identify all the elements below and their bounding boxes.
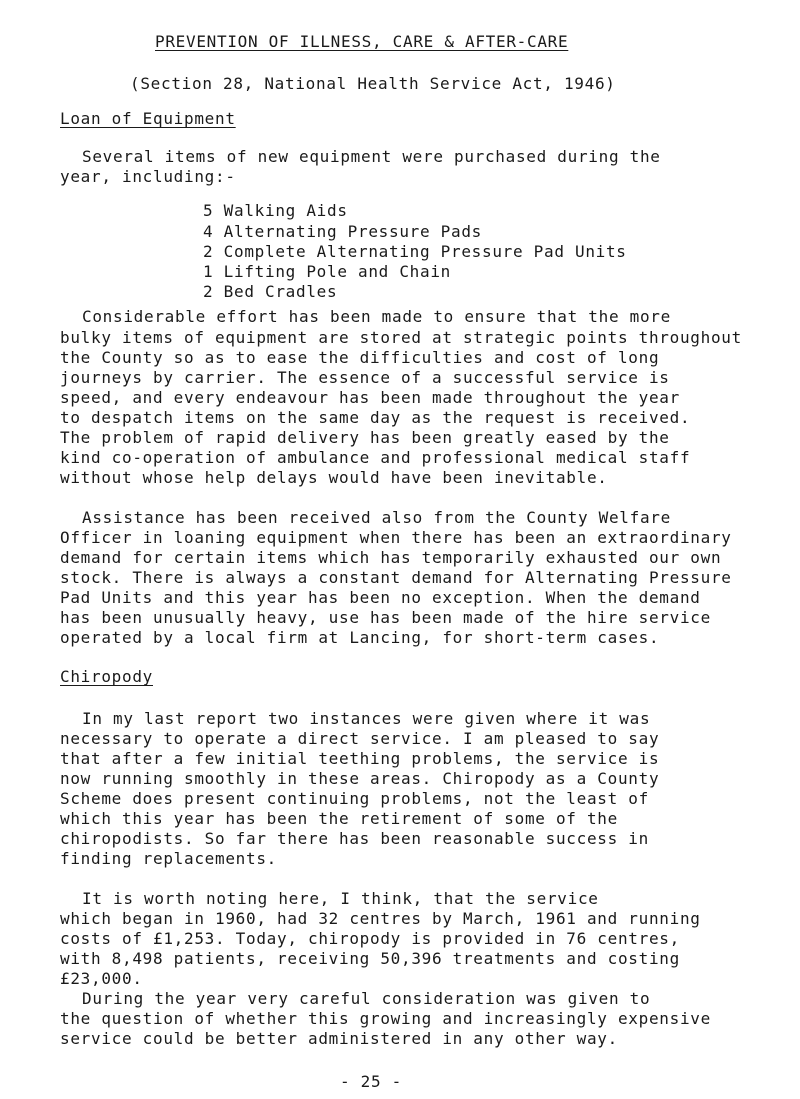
paragraph-line: It is worth noting here, I think, that the service xyxy=(82,889,599,908)
page-subtitle: (Section 28, National Health Service Act, 1946) xyxy=(130,74,616,93)
paragraph-line: operated by a local firm at Lancing, for short-term cases. xyxy=(60,628,660,647)
paragraph-line: During the year very careful consideration was given to xyxy=(82,989,651,1008)
paragraph-line: chiropodists. So far there has been reasonable success in xyxy=(60,829,649,848)
paragraph-line: Considerable effort has been made to ensure that the more xyxy=(82,307,671,326)
paragraph-line: Officer in loaning equipment when there has been an extraordinary xyxy=(60,528,732,547)
paragraph-line: demand for certain items which has temporarily exhausted our own xyxy=(60,548,722,567)
paragraph-line: the County so as to ease the difficulties and cost of long xyxy=(60,348,660,367)
section-heading-loan: Loan of Equipment xyxy=(60,109,236,128)
paragraph-line: bulky items of equipment are stored at strategic points throughout xyxy=(60,328,742,347)
page-number: - 25 - xyxy=(340,1072,402,1091)
paragraph-line: £23,000. xyxy=(60,969,143,988)
paragraph-line: now running smoothly in these areas. Chiropody as a County xyxy=(60,769,660,788)
paragraph-line: Assistance has been received also from the County Welfare xyxy=(82,508,671,527)
paragraph-line: which began in 1960, had 32 centres by March, 1961 and running xyxy=(60,909,701,928)
equipment-list-item: 5 Walking Aids xyxy=(203,201,348,220)
paragraph-line: the question of whether this growing and increasingly expensive xyxy=(60,1009,711,1028)
paragraph-line: year, including:- xyxy=(60,167,236,186)
paragraph-line: stock. There is always a constant demand for Alternating Pressure xyxy=(60,568,732,587)
paragraph-line: kind co-operation of ambulance and professional medical staff xyxy=(60,448,691,467)
paragraph-line: costs of £1,253. Today, chiropody is provided in 76 centres, xyxy=(60,929,680,948)
paragraph-line: speed, and every endeavour has been made throughout the year xyxy=(60,388,680,407)
equipment-list-item: 1 Lifting Pole and Chain xyxy=(203,262,451,281)
paragraph-line: journeys by carrier. The essence of a successful service is xyxy=(60,368,670,387)
paragraph-line: to despatch items on the same day as the request is received. xyxy=(60,408,691,427)
paragraph-line: which this year has been the retirement of some of the xyxy=(60,809,618,828)
paragraph-line: necessary to operate a direct service. I am pleased to say xyxy=(60,729,660,748)
paragraph-line: has been unusually heavy, use has been made of the hire service xyxy=(60,608,711,627)
equipment-list-item: 2 Complete Alternating Pressure Pad Units xyxy=(203,242,627,261)
paragraph-line: Several items of new equipment were purchased during the xyxy=(82,147,661,166)
equipment-list-item: 2 Bed Cradles xyxy=(203,282,338,301)
paragraph-line: Scheme does present continuing problems, not the least of xyxy=(60,789,649,808)
paragraph-line: In my last report two instances were given where it was xyxy=(82,709,651,728)
paragraph-line: with 8,498 patients, receiving 50,396 treatments and costing xyxy=(60,949,680,968)
section-heading-chiropody: Chiropody xyxy=(60,667,153,686)
paragraph-line: that after a few initial teething problems, the service is xyxy=(60,749,660,768)
paragraph-line: finding replacements. xyxy=(60,849,277,868)
paragraph-line: The problem of rapid delivery has been greatly eased by the xyxy=(60,428,670,447)
paragraph-line: service could be better administered in any other way. xyxy=(60,1029,618,1048)
equipment-list-item: 4 Alternating Pressure Pads xyxy=(203,222,482,241)
paragraph-line: Pad Units and this year has been no exception. When the demand xyxy=(60,588,701,607)
page-title: PREVENTION OF ILLNESS, CARE & AFTER-CARE xyxy=(155,32,569,51)
paragraph-line: without whose help delays would have been inevitable. xyxy=(60,468,608,487)
